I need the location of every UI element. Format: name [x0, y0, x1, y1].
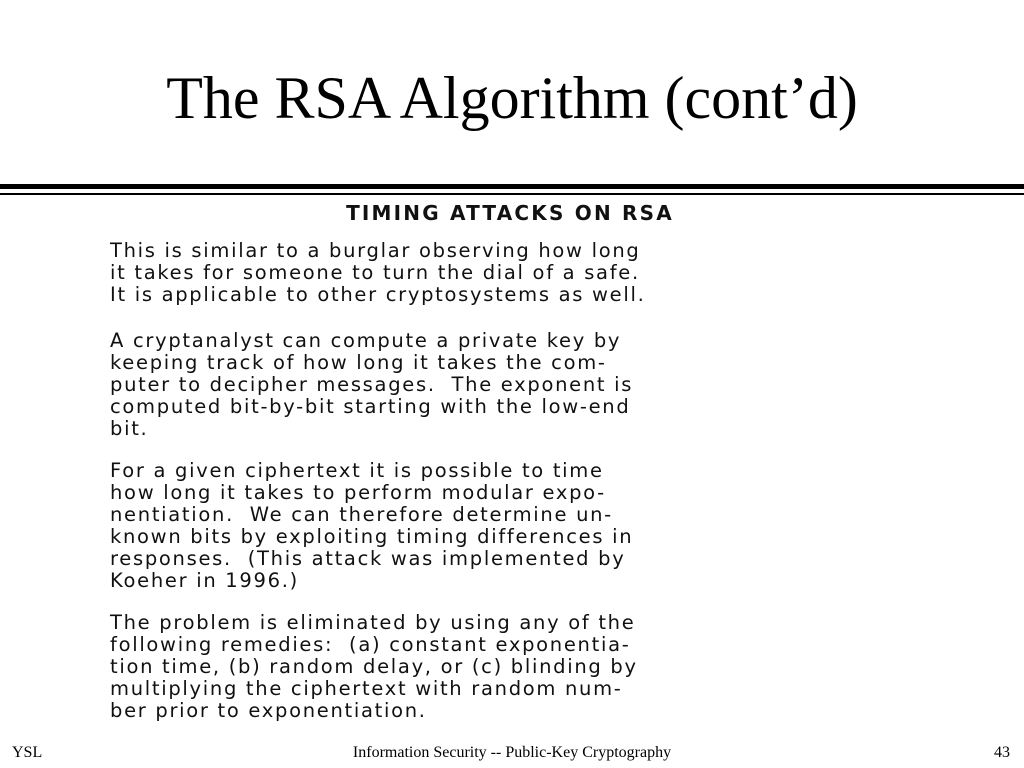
footer-course-title: Information Security -- Public-Key Cryptography [352, 744, 672, 761]
text-line: it takes for someone to turn the dial of a safe. [110, 261, 640, 284]
paragraph-burglar-analogy [110, 240, 910, 306]
paragraph-remedies [110, 612, 910, 722]
text-line: following remedies: (a) constant exponentia- [110, 633, 631, 656]
text-line: A cryptanalyst can compute a private key by [110, 329, 622, 352]
title-divider-thick [0, 184, 1024, 189]
text-line: For a given ciphertext it is possible to time [110, 459, 604, 482]
scanned-text-image [110, 196, 910, 726]
text-line: The problem is eliminated by using any of the [110, 611, 636, 634]
scan-heading: TIMING ATTACKS ON RSA [346, 201, 674, 225]
text-line: nentiation. We can therefore determine un- [110, 503, 613, 526]
text-line: computed bit-by-bit starting with the low-end [110, 395, 631, 418]
text-line: how long it takes to perform modular expo- [110, 481, 606, 504]
paragraph-cryptanalyst [110, 330, 910, 440]
text-line: keeping track of how long it takes the com- [110, 351, 607, 374]
text-line: Koeher in 1996.) [110, 569, 299, 592]
text-line: multiplying the ciphertext with random num- [110, 677, 623, 700]
text-line: bit. [110, 417, 149, 440]
text-line: puter to decipher messages. The exponent is [110, 373, 634, 396]
text-line: ber prior to exponentiation. [110, 699, 427, 722]
footer-page-number: 43 [994, 744, 1010, 761]
text-line: It is applicable to other cryptosystems as well. [110, 283, 646, 306]
slide-title: The RSA Algorithm (cont’d) [166, 65, 858, 131]
title-divider-thin [0, 193, 1024, 195]
text-line: responses. (This attack was implemented by [110, 547, 626, 570]
footer-author: YSL [12, 744, 43, 761]
text-line: tion time, (b) random delay, or (c) blinding by [110, 655, 638, 678]
text-line: This is similar to a burglar observing how long [110, 239, 641, 262]
paragraph-timing-exponentiation [110, 460, 910, 592]
text-line: known bits by exploiting timing differences in [110, 525, 634, 548]
